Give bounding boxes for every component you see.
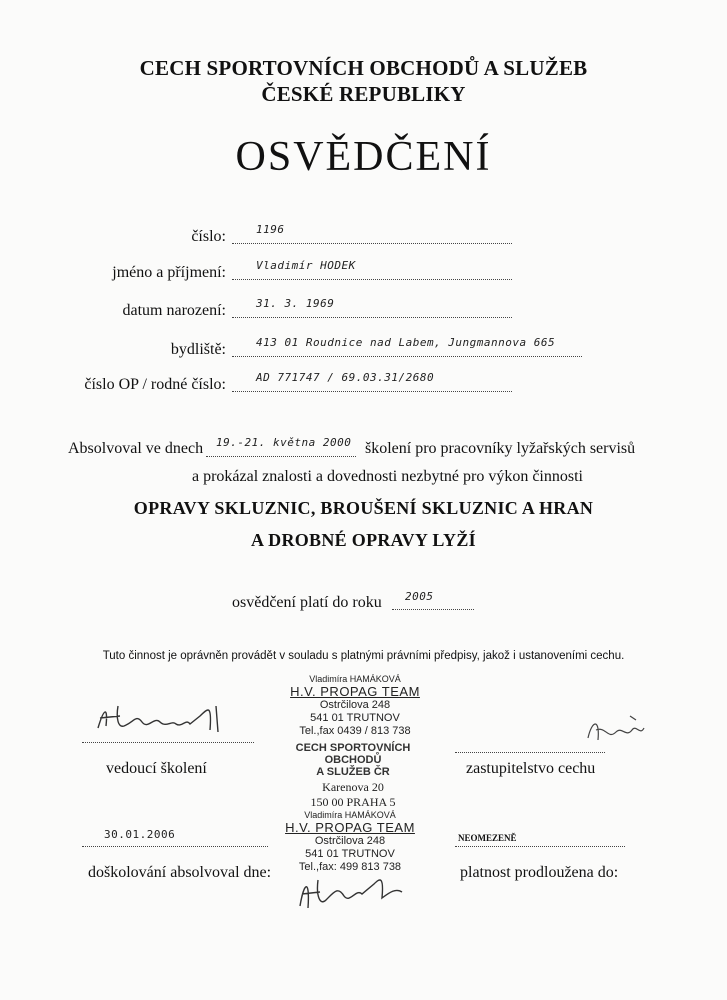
certificate-title: OSVĚDČENÍ (235, 134, 492, 180)
legal-note: Tuto činnost je oprávněn provádět v souladu s platnými právními předpisy, jakož i ustanoveními cechu. (102, 650, 625, 662)
completion-suffix: školení pro pracovníky lyžařských servisů (365, 440, 636, 457)
stamp-phone: Tel.,fax 0439 / 813 738 (299, 725, 411, 737)
activity-line1: OPRAVY SKLUZNIC, BROUŠENÍ SKLUZNIC A HRAN (133, 498, 594, 518)
dotted-line (206, 456, 356, 457)
guild-stamp-line4: 150 00 PRAHA 5 (310, 795, 396, 809)
signature-label-trainer: vedoucí školení (106, 760, 207, 777)
dotted-line (232, 279, 512, 280)
company-stamp-bottom (265, 810, 435, 874)
validity-label: osvědčení platí do roku (232, 594, 382, 611)
dotted-line (232, 391, 512, 392)
signature-guild (582, 710, 652, 754)
retraining-label: doškolování absolvoval dne: (88, 864, 272, 881)
dotted-line (232, 317, 512, 318)
dotted-line (392, 609, 474, 610)
dotted-line (82, 846, 268, 847)
field-value-name: Vladimír HODEK (256, 259, 356, 272)
field-label-name: jméno a příjmení: (112, 264, 226, 281)
stamp-company: H.V. PROPAG TEAM (290, 684, 420, 699)
org-name-line1: CECH SPORTOVNÍCH OBCHODŮ A SLUŽEB (139, 56, 588, 80)
field-value-address: 413 01 Roudnice nad Labem, Jungmannova 665 (256, 336, 556, 349)
guild-stamp-line3: Karenova 20 (322, 780, 384, 794)
org-name-line2: ČESKÉ REPUBLIKY (261, 82, 466, 106)
stamp-city: 541 01 TRUTNOV (310, 712, 400, 724)
field-label-address: bydliště: (170, 341, 226, 358)
extension-value: NEOMEZENĚ (458, 833, 517, 843)
field-value-id: AD 771747 / 69.03.31/2680 (256, 371, 435, 384)
extension-label: platnost prodloužena do: (460, 864, 619, 881)
dotted-line (232, 356, 582, 357)
dotted-line (455, 846, 625, 847)
signature-line-left (82, 742, 254, 743)
validity-year: 2005 (405, 590, 434, 603)
field-value-number: 1196 (256, 223, 285, 236)
completion-prefix: Absolvoval ve dnech (68, 440, 204, 457)
signature-line-right (455, 752, 605, 753)
stamp-street: Ostrčilova 248 (314, 835, 386, 847)
field-label-id: číslo OP / rodné číslo: (84, 376, 226, 393)
field-label-birthdate: datum narození: (122, 302, 226, 319)
stamp-company: H.V. PROPAG TEAM (285, 820, 415, 835)
activity-line2: A DROBNÉ OPRAVY LYŽÍ (251, 530, 476, 550)
signature-trainer (90, 698, 240, 742)
dotted-line (232, 243, 512, 244)
stamp-phone: Tel.,fax: 499 813 738 (298, 861, 402, 873)
signature-retraining (290, 868, 410, 916)
completion-dates: 19.-21. května 2000 (216, 436, 352, 449)
retraining-date: 30.01.2006 (104, 828, 176, 841)
stamp-person-name: Vladimíra HAMÁKOVÁ (304, 810, 396, 820)
field-value-birthdate: 31. 3. 1969 (256, 297, 335, 310)
completion-line2: a prokázal znalosti a dovednosti nezbytné pro výkon činnosti (191, 468, 583, 485)
signature-label-guild: zastupitelstvo cechu (466, 760, 596, 777)
stamp-street: Ostrčilova 248 (319, 699, 391, 711)
guild-stamp-line1: CECH SPORTOVNÍCH OBCHODŮ (295, 742, 411, 766)
stamp-person-name: Vladimíra HAMÁKOVÁ (309, 674, 401, 684)
guild-stamp (268, 742, 438, 810)
stamp-city: 541 01 TRUTNOV (305, 848, 395, 860)
company-stamp-top (270, 674, 440, 738)
guild-stamp-line2: A SLUŽEB ČR (316, 766, 390, 778)
field-label-number: číslo: (191, 228, 226, 245)
